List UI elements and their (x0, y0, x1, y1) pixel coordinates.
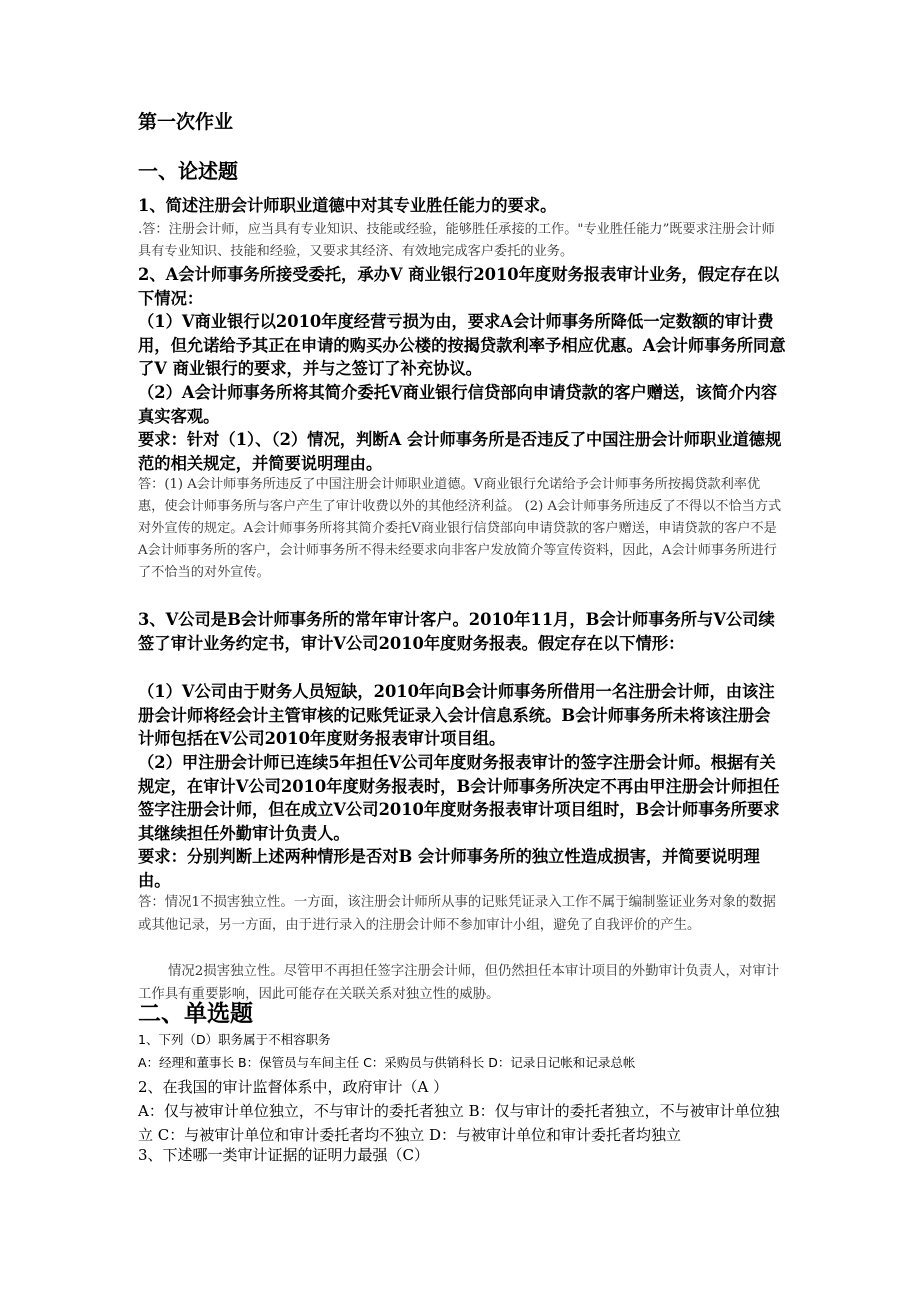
question-2-case-1: （1）V商业银行以2010年度经营亏损为由，要求A会计师事务所降低一定数额的审计费用，但允诺给予其正在申请的购买办公楼的按揭贷款利率予相应优惠。A会计师事务所同意了V 商业银行的要求，并与之签订了补充协议。 (138, 312, 786, 378)
answer-2: 答：(1) A会计师事务所违反了中国注册会计师职业道德。V商业银行允诺给予会计师事务所按揭贷款利率优惠，使会计师事务所与客户产生了审计收费以外的其他经济利益。 (2) A会计师事务所违反了不得以不恰当方式对外宣传的规定。A会计师事务所将其简介委托V商业银行信贷部向申请贷款的客户赠送，申请贷款的客户不是A会计师事务所的客户，会计师事务所不得未经要求向非客户发放简介等宣传资料，因此，A会计师事务所进行了不恰当的对外宣传。 (138, 477, 782, 580)
choice-question-1: 1、下列（D）职务属于不相容职务 (138, 1032, 331, 1047)
page-title: 第一次作业 (138, 111, 234, 133)
question-1: 1、简述注册会计师职业道德中对其专业胜任能力的要求。 (138, 196, 557, 215)
answer-3-part-1: 答：情况1不损害独立性。一方面，该注册会计师所从事的记账凭证录入工作不属于编制鉴证业务对象的数据或其他记录，另一方面，由于进行录入的注册会计师不参加审计小组，避免了自我评价的产生。 (138, 895, 776, 933)
question-2-case-2: （2）A会计师事务所将其简介委托V商业银行信贷部向申请贷款的客户赠送，该简介内容真实客观。 (138, 383, 778, 426)
choice-question-2-options: A：仅与被审计单位独立，不与审计的委托者独立 B：仅与审计的委托者独立，不与被审计单位独立 C：与被审计单位和审计委托者均不独立 D：与被审计单位和审计委托者均独立 (138, 1102, 780, 1144)
choice-question-1-options: A：经理和董事长 B：保管员与车间主任 C：采购员与供销科长 D：记录日记帐和记录总帐 (138, 1055, 636, 1070)
answer-1: .答：注册会计师，应当具有专业知识、技能或经验，能够胜任承接的工作。"专业胜任能力”既要求注册会计师具有专业知识、技能和经验，又要求其经济、有效地完成客户委托的业务。 (138, 222, 775, 259)
question-3-case-2: （2）甲注册会计师已连续5年担任V公司年度财务报表审计的签字注册会计师。根据有关规定，在审计V公司2010年度财务报表时，B会计师事务所决定不再由甲注册会计师担任签字注册会计师，但在成立V公司2010年度财务报表审计项目组时，B会计师事务所要求其继续担任外勤审计负责人。 (138, 753, 780, 843)
question-3-case-1: （1）V公司由于财务人员短缺，2010年向B会计师事务所借用一名注册会计师，由该注册会计师将经会计主管审核的记账凭证录入会计信息系统。B会计师事务所未将该注册会计师包括在V公司2010年度财务报表审计项目组。 (138, 682, 775, 748)
question-2-requirement: 要求：针对（1）、（2）情况，判断A 会计师事务所是否违反了中国注册会计师职业道德规范的相关规定，并简要说明理由。 (138, 430, 782, 473)
section-1-heading: 一、论述题 (138, 159, 238, 183)
choice-question-2: 2、在我国的审计监督体系中，政府审计（A ） (138, 1078, 449, 1096)
question-3-requirement: 要求：分别判断上述两种情形是否对B 会计师事务所的独立性造成损害，并简要说明理由。 (138, 847, 760, 890)
answer-3-part-2: 情况2损害独立性。尽管甲不再担任签字注册会计师，但仍然担任本审计项目的外勤审计负责人，对审计工作具有重要影响，因此可能存在关联关系对独立性的威胁。 (138, 964, 780, 1002)
section-2-heading: 二、单选题 (138, 1000, 253, 1027)
question-2-intro: 2、A会计师事务所接受委托，承办V 商业银行2010年度财务报表审计业务，假定存在以下情况： (138, 265, 780, 308)
choice-question-3: 3、下述哪一类审计证据的证明力最强（C） (138, 1146, 430, 1164)
question-3-intro: 3、V公司是B会计师事务所的常年审计客户。2010年11月，B会计师事务所与V公司续签了审计业务约定书，审计V公司2010年度财务报表。假定存在以下情形： (138, 610, 775, 653)
